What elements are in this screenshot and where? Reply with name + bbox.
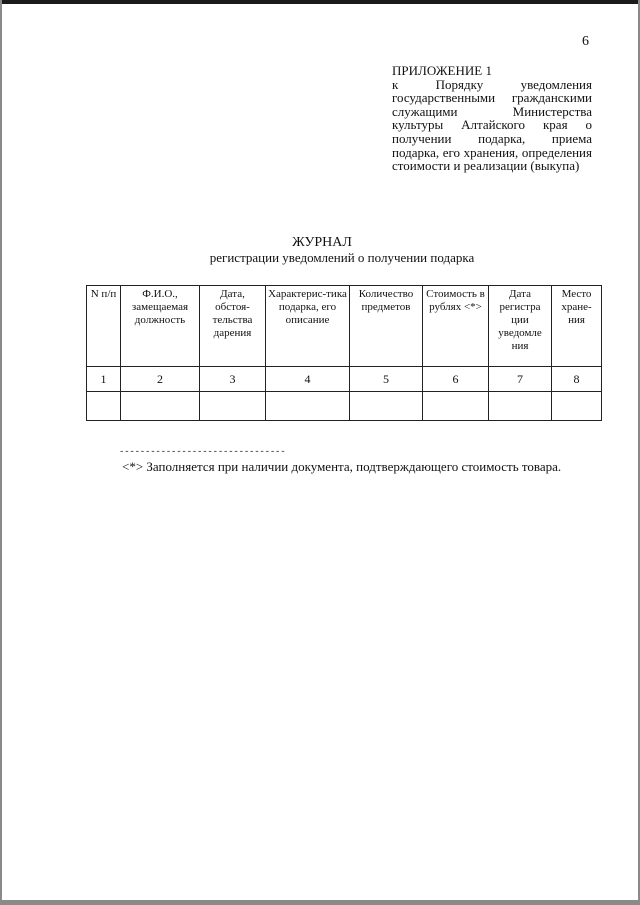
header-cell-number: N п/п	[87, 286, 121, 367]
table-header-row	[87, 286, 602, 367]
empty-cell	[266, 392, 350, 421]
column-number: 3	[200, 367, 266, 392]
column-number: 4	[266, 367, 350, 392]
journal-subtitle: регистрации уведомлений о получении подарка	[209, 250, 475, 265]
document-page	[2, 0, 638, 900]
scan-edge	[2, 0, 638, 4]
table-number-row	[87, 367, 602, 392]
empty-cell	[423, 392, 489, 421]
header-cell-date: Дата, обстоя-тельства дарения	[200, 286, 266, 367]
appendix-block	[392, 64, 592, 173]
empty-cell	[121, 392, 200, 421]
column-number: 8	[552, 367, 602, 392]
header-cell-name: Ф.И.О., замещаемая должность	[121, 286, 200, 367]
column-number: 1	[87, 367, 121, 392]
page-number: 6	[582, 34, 589, 49]
empty-cell	[552, 392, 602, 421]
footnote-separator: --------------------------------	[119, 447, 286, 457]
column-number: 5	[350, 367, 423, 392]
empty-cell	[489, 392, 552, 421]
empty-cell	[200, 392, 266, 421]
table-empty-row	[87, 392, 602, 421]
appendix-text: к Порядку уведомления государственными гражданскими служащими Министерства культуры Алтайского края о получении подарка, приема подарка, его хранения, определения стоимости и реализации (выкупа)	[392, 76, 592, 174]
journal-table	[86, 285, 602, 421]
column-number: 7	[489, 367, 552, 392]
column-number: 6	[423, 367, 489, 392]
appendix-heading: ПРИЛОЖЕНИЕ 1	[392, 63, 492, 78]
column-number: 2	[121, 367, 200, 392]
journal-title: ЖУРНАЛ	[292, 235, 352, 250]
empty-cell	[350, 392, 423, 421]
empty-cell	[87, 392, 121, 421]
header-cell-registration-date: Дата регистра ции уведомле ния	[489, 286, 552, 367]
footnote-text: <*> Заполняется при наличии документа, подтверждающего стоимость товара.	[122, 459, 562, 474]
header-cell-storage: Место хране-ния	[552, 286, 602, 367]
header-cell-cost: Стоимость в рублях <*>	[423, 286, 489, 367]
header-cell-quantity: Количество предметов	[350, 286, 423, 367]
header-cell-description: Характерис-тика подарка, его описание	[266, 286, 350, 367]
